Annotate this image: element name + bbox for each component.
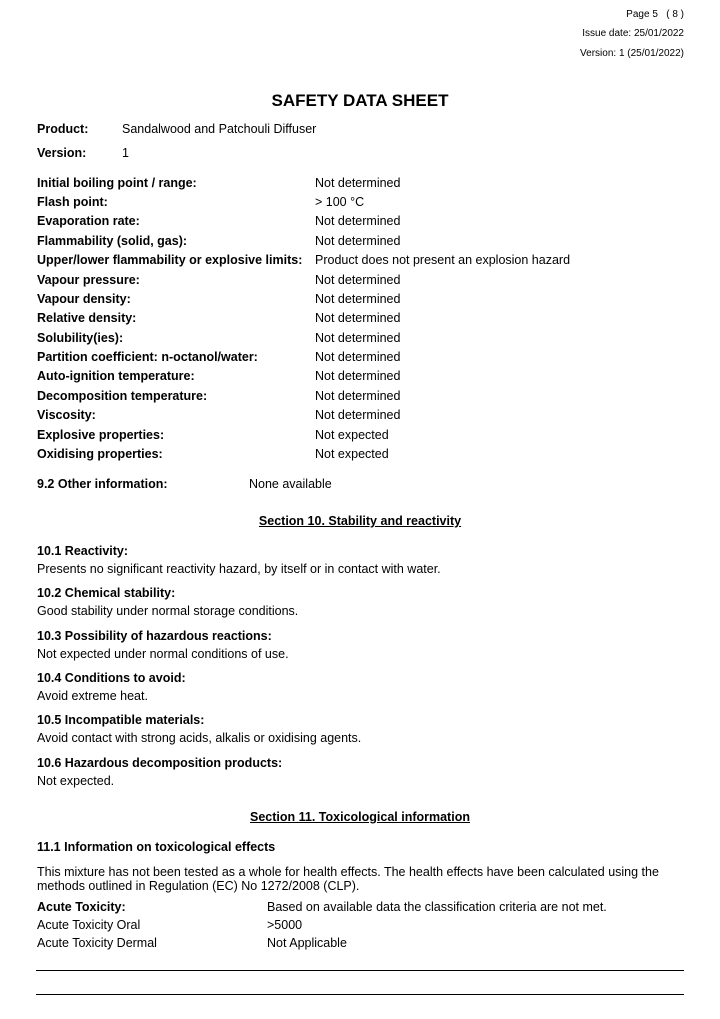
property-row [37, 292, 687, 311]
version-value: 1 [122, 146, 129, 160]
property-value: Not determined [315, 331, 401, 345]
hazardous-reactions-title: 10.3 Possibility of hazardous reactions: [37, 629, 272, 643]
acute-toxicity-dermal-value: Not Applicable [267, 936, 347, 950]
decomposition-products-text: Not expected. [37, 774, 115, 788]
property-row [37, 350, 687, 369]
toxicology-intro-line-1: This mixture has not been tested as a whole for health effects. The health effects have been calculated using the [37, 865, 659, 879]
property-label: Evaporation rate: [37, 214, 140, 228]
property-value: Not determined [315, 389, 401, 403]
property-row [37, 408, 687, 427]
conditions-avoid-title: 10.4 Conditions to avoid: [37, 671, 186, 685]
property-value: > 100 °C [315, 195, 365, 209]
acute-toxicity-oral-value: >5000 [267, 918, 303, 932]
property-value: Not determined [315, 369, 401, 383]
acute-toxicity-dermal-label: Acute Toxicity Dermal [37, 936, 157, 950]
property-value: Not determined [315, 292, 401, 306]
product-value: Sandalwood and Patchouli Diffuser [122, 122, 317, 136]
decomposition-products-title: 10.6 Hazardous decomposition products: [37, 756, 283, 770]
chemical-stability-text: Good stability under normal storage conditions. [37, 604, 299, 618]
version-label: Version: [37, 146, 87, 160]
other-info-label: 9.2 Other information: [37, 477, 168, 491]
acute-toxicity-value: Based on available data the classification criteria are not met. [267, 900, 607, 914]
property-row [37, 176, 687, 195]
property-label: Flammability (solid, gas): [37, 234, 188, 248]
property-value: Not determined [315, 311, 401, 325]
page-label: Page [626, 9, 650, 20]
property-value: Not determined [315, 350, 401, 364]
acute-toxicity-oral-label: Acute Toxicity Oral [37, 918, 141, 932]
property-label: Solubility(ies): [37, 331, 124, 345]
issue-date: Issue date: 25/01/2022 [582, 28, 684, 39]
conditions-avoid-text: Avoid extreme heat. [37, 689, 148, 703]
property-row [37, 447, 687, 466]
property-value: Not determined [315, 273, 401, 287]
hazardous-reactions-text: Not expected under normal conditions of use. [37, 647, 289, 661]
property-value: Not determined [315, 176, 401, 190]
page-title: SAFETY DATA SHEET [271, 91, 449, 110]
property-label: Explosive properties: [37, 428, 165, 442]
page-indicator [626, 9, 684, 20]
property-row [37, 195, 687, 214]
property-value: Not expected [315, 428, 389, 442]
product-label: Product: [37, 122, 89, 136]
property-label: Partition coefficient: n-octanol/water: [37, 350, 258, 364]
reactivity-text: Presents no significant reactivity hazard, by itself or in contact with water. [37, 562, 441, 576]
reactivity-title: 10.1 Reactivity: [37, 544, 129, 558]
page-number: 5 [652, 9, 658, 20]
section-10-heading: Section 10. Stability and reactivity [258, 514, 462, 528]
property-row [37, 389, 687, 408]
toxicological-effects-subheading: 11.1 Information on toxicological effects [37, 840, 276, 854]
acute-toxicity-label: Acute Toxicity: [37, 900, 126, 914]
chemical-stability-title: 10.2 Chemical stability: [37, 586, 176, 600]
property-label: Oxidising properties: [37, 447, 163, 461]
toxicology-intro-line-2: methods outlined in Regulation (EC) No 1272/2008 (CLP). [37, 879, 360, 893]
property-label: Decomposition temperature: [37, 389, 208, 403]
property-value: Not determined [315, 214, 401, 228]
property-row [37, 234, 687, 253]
property-row [37, 369, 687, 388]
property-row [37, 253, 687, 272]
property-value: Product does not present an explosion hazard [315, 253, 571, 267]
property-label: Vapour density: [37, 292, 131, 306]
property-row [37, 428, 687, 447]
property-label: Viscosity: [37, 408, 96, 422]
property-row [37, 311, 687, 330]
footer-divider-bottom [36, 994, 684, 995]
page-total: ( 8 ) [666, 9, 684, 20]
property-row [37, 273, 687, 292]
other-info-value: None available [249, 477, 332, 491]
property-row [37, 214, 687, 233]
property-value: Not determined [315, 234, 401, 248]
section-11-heading: Section 11. Toxicological information [250, 810, 470, 824]
footer-divider-top [36, 970, 684, 971]
property-label: Upper/lower flammability or explosive limits: [37, 253, 303, 267]
version-line: Version: 1 (25/01/2022) [580, 48, 684, 59]
property-label: Vapour pressure: [37, 273, 140, 287]
property-label: Flash point: [37, 195, 108, 209]
property-row [37, 331, 687, 350]
incompatible-materials-title: 10.5 Incompatible materials: [37, 713, 205, 727]
property-value: Not expected [315, 447, 389, 461]
incompatible-materials-text: Avoid contact with strong acids, alkalis or oxidising agents. [37, 731, 362, 745]
property-value: Not determined [315, 408, 401, 422]
property-label: Auto-ignition temperature: [37, 369, 195, 383]
property-label: Initial boiling point / range: [37, 176, 197, 190]
property-label: Relative density: [37, 311, 137, 325]
